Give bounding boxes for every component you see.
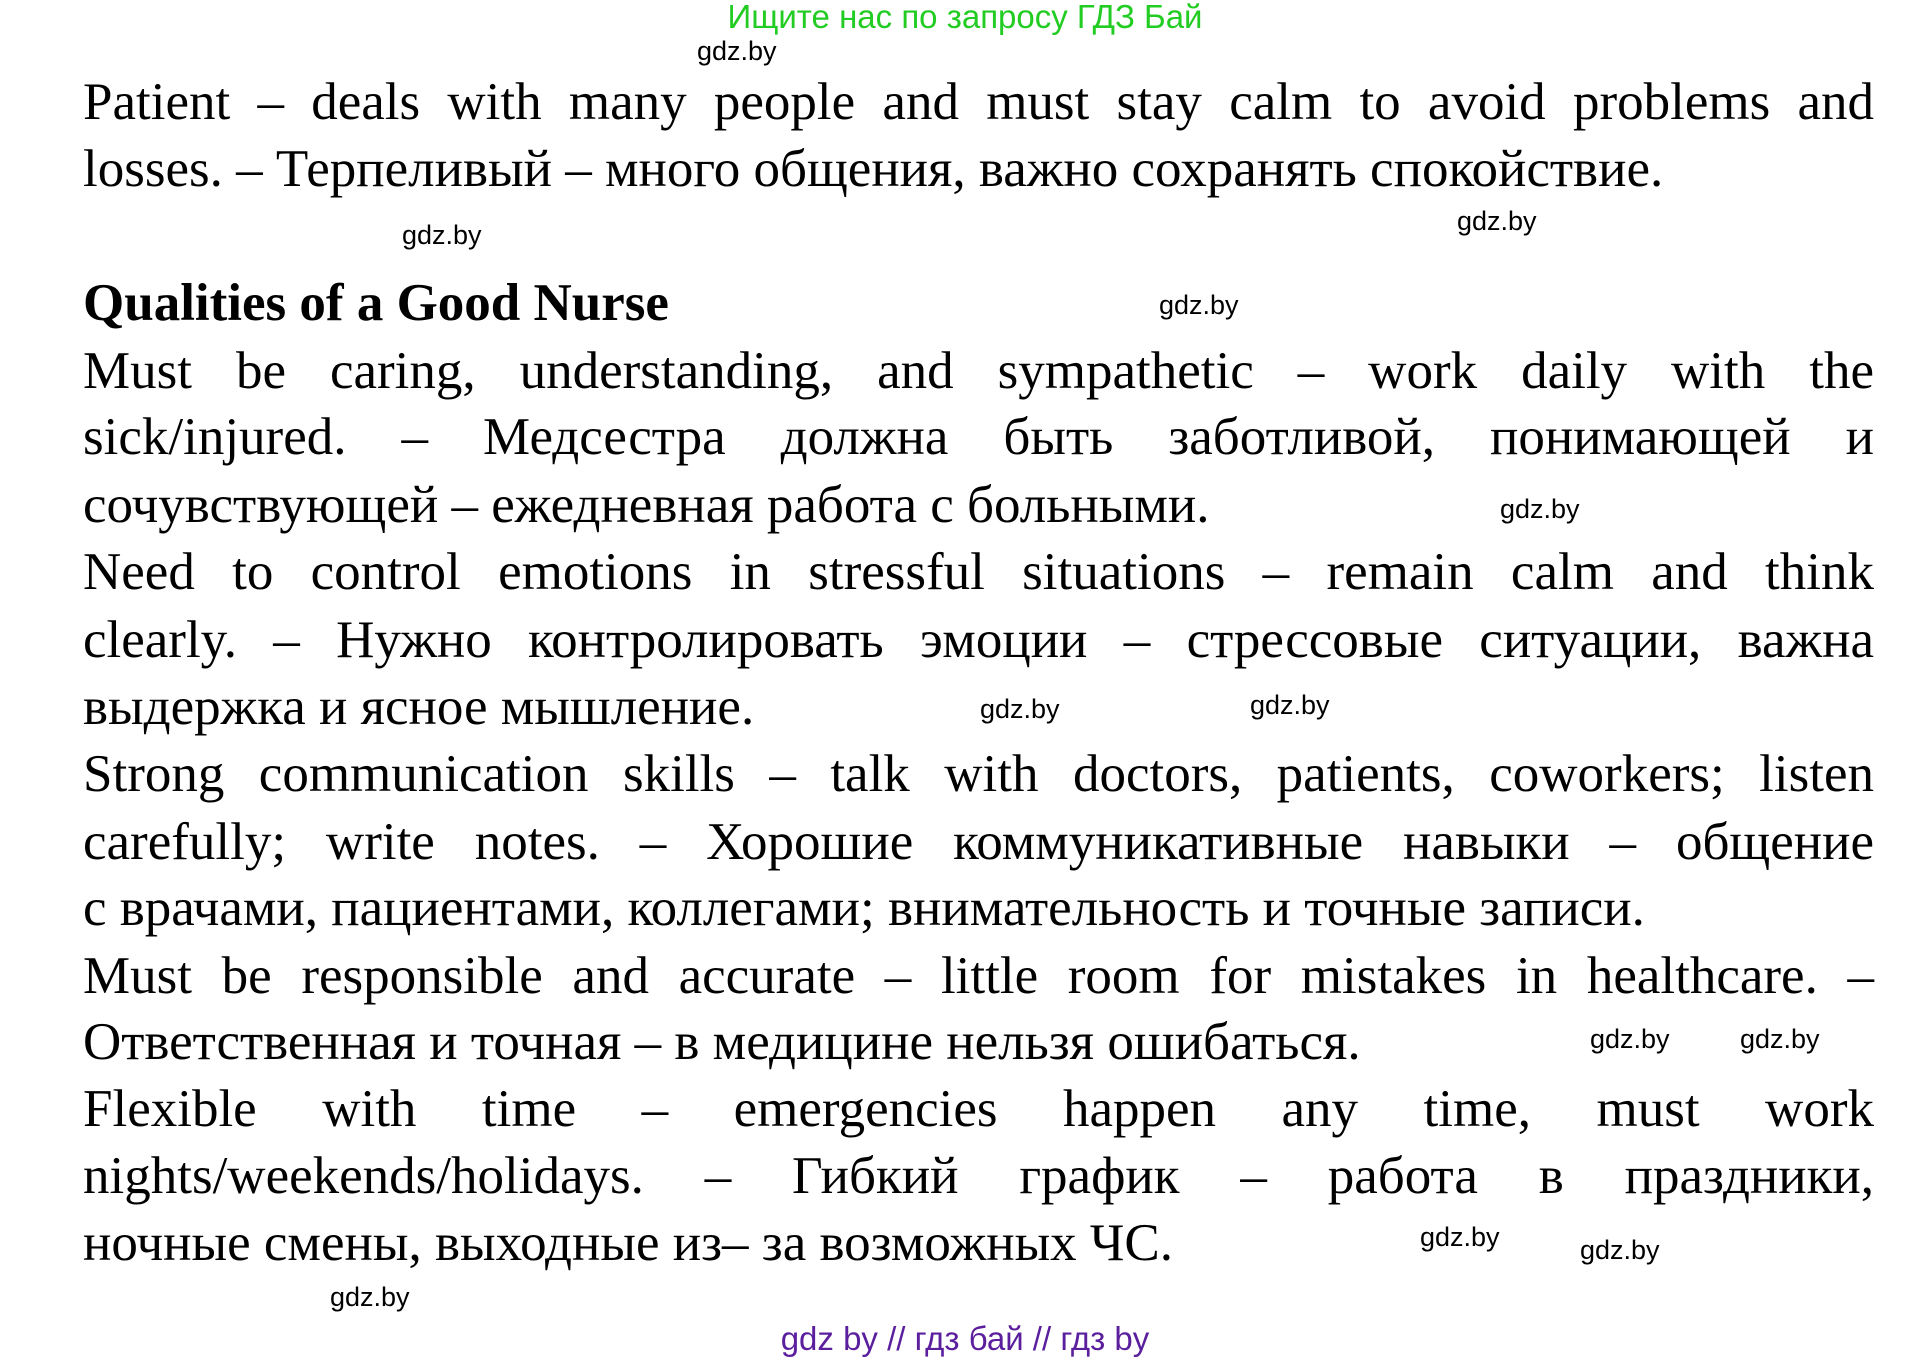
text-line: Must be caring, understanding, and sympathetic – work daily with the xyxy=(83,342,1874,400)
watermark: gdz.by xyxy=(1457,206,1537,236)
text-line: Patient – deals with many people and must stay calm to avoid problems and xyxy=(83,73,1874,131)
text-line: Strong communication skills – talk with doctors, patients, coworkers; listen xyxy=(83,745,1874,803)
watermark: gdz.by xyxy=(330,1282,410,1312)
section-heading: Qualities of a Good Nurse xyxy=(83,274,669,332)
watermark: gdz.by xyxy=(402,220,482,250)
text-line: carefully; write notes. – Хорошие коммуникативные навыки – общение xyxy=(83,813,1874,871)
text-line: ночные смены, выходные из– за возможных ЧС. xyxy=(83,1214,1173,1272)
text-line: Ответственная и точная – в медицине нельзя ошибаться. xyxy=(83,1013,1361,1071)
watermark: gdz.by xyxy=(1740,1024,1820,1054)
text-line: losses. – Терпеливый – много общения, важно сохранять спокойствие. xyxy=(83,140,1664,198)
text-line: clearly. – Нужно контролировать эмоции – стрессовые ситуации, важна xyxy=(83,611,1874,669)
text-line: с врачами, пациентами, коллегами; внимательность и точные записи. xyxy=(83,879,1645,937)
search-banner: Ищите нас по запросу ГДЗ Бай xyxy=(727,0,1203,35)
text-line: Must be responsible and accurate – little room for mistakes in healthcare. – xyxy=(83,947,1874,1005)
text-line: nights/weekends/holidays. – Гибкий график – работа в праздники, xyxy=(83,1147,1874,1205)
watermark: gdz.by xyxy=(1580,1235,1660,1265)
watermark: gdz.by xyxy=(980,694,1060,724)
watermark: gdz.by xyxy=(1590,1024,1670,1054)
text-line: выдержка и ясное мышление. xyxy=(83,678,755,736)
text-line: sick/injured. – Медсестра должна быть заботливой, понимающей и xyxy=(83,408,1874,466)
text-line: Need to control emotions in stressful situations – remain calm and think xyxy=(83,543,1874,601)
watermark: gdz.by xyxy=(697,36,777,66)
watermark: gdz.by xyxy=(1159,290,1239,320)
text-line: сочувствующей – ежедневная работа с больными. xyxy=(83,476,1210,534)
footer-watermark: gdz by // гдз бай // гдз by xyxy=(780,1320,1150,1357)
watermark: gdz.by xyxy=(1420,1222,1500,1252)
watermark: gdz.by xyxy=(1250,690,1330,720)
text-line: Flexible with time – emergencies happen any time, must work xyxy=(83,1080,1874,1138)
watermark: gdz.by xyxy=(1500,494,1580,524)
